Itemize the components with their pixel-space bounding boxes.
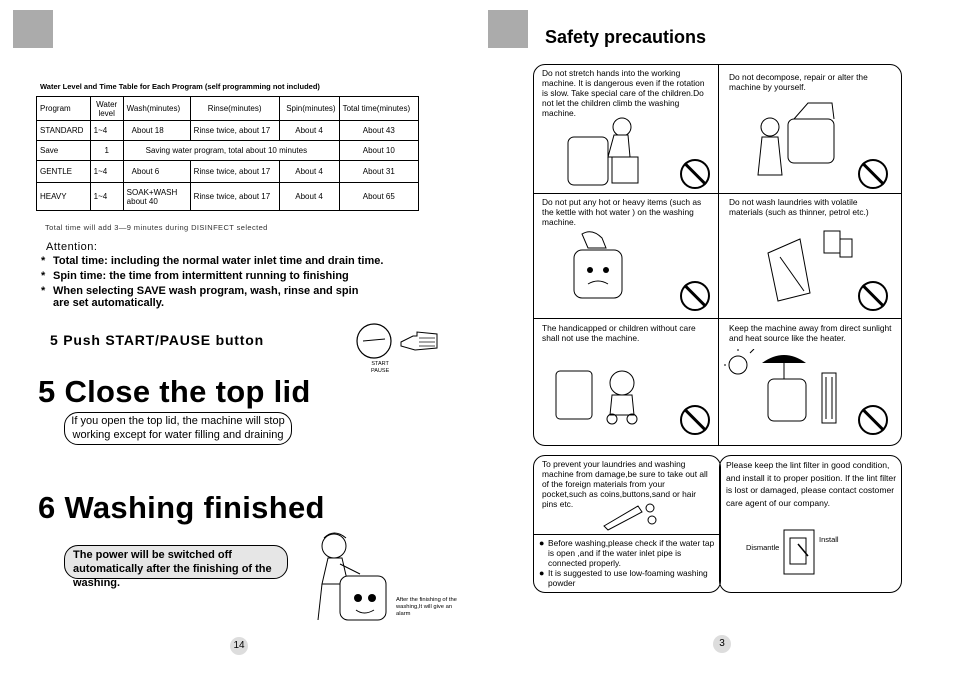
- safety-title: Safety precautions: [545, 27, 707, 47]
- table-cell: About 4: [279, 183, 339, 211]
- lint-filter-panel: [719, 455, 902, 593]
- man-head-icon: [761, 118, 779, 136]
- dismantle-label: Dismantle: [746, 543, 780, 552]
- pocket-text: To prevent your laundries and washing machine from damage,be sure to take out all of the foreign materials from your pocket,such as coins,buttons,sand or hair pins etc.: [542, 459, 708, 509]
- table-header: Spin(minutes): [279, 97, 339, 121]
- table-cell: Rinse twice, about 17: [190, 161, 279, 183]
- alarm-note: After the finishing of the washing,It will give an alarm: [396, 597, 457, 617]
- kettle-icon: [582, 232, 606, 248]
- table-header: Program: [37, 97, 91, 121]
- start-pause-illustration: [355, 322, 445, 378]
- precaution-text: The handicapped or children without care shall not use the machine.: [542, 323, 696, 343]
- table-cell: 1~4: [90, 161, 123, 183]
- prohibited-icon: [680, 159, 710, 189]
- coin-icon: [646, 504, 654, 512]
- bullet-dot: ●: [539, 568, 545, 578]
- foreign-objects-illustration: [602, 500, 662, 532]
- sunlight-heater-illustration: [724, 349, 848, 425]
- handicapped-children-illustration: [554, 365, 640, 425]
- laundry-solvent-illustration: [760, 223, 856, 303]
- button-icon: [648, 516, 656, 524]
- attention-item: [41, 255, 411, 267]
- table-cell: Rinse twice, about 17: [190, 121, 279, 141]
- table-cell: About 18: [123, 121, 190, 141]
- table-header: Total time(minutes): [339, 97, 418, 121]
- washer-icon: [568, 137, 608, 185]
- precaution-text: Do not decompose, repair or alter the machine by yourself.: [729, 72, 868, 92]
- kettle-on-washer-illustration: [568, 230, 638, 302]
- child-head-icon: [610, 371, 634, 395]
- washer-icon: [574, 250, 622, 298]
- table-cell: SOAK+WASH about 40: [123, 183, 190, 211]
- table-header-row: [37, 97, 419, 121]
- start-label: START: [371, 361, 389, 367]
- page-number-left: 14: [230, 637, 248, 655]
- table-cell: About 31: [339, 161, 418, 183]
- attention-item: [41, 270, 411, 282]
- attention-text: Total time: including the normal water inlet time and drain time.: [53, 255, 384, 267]
- prohibited-icon: [858, 281, 888, 311]
- bullet-item: [539, 568, 715, 588]
- table-row: [37, 121, 419, 141]
- bottle-icon: [840, 239, 852, 257]
- attention-text: Spin time: the time from intermittent running to finishing: [53, 270, 349, 282]
- program-table: [36, 96, 419, 211]
- attention-item: [41, 285, 371, 309]
- table-cell: About 65: [339, 183, 418, 211]
- table-cell: STANDARD: [37, 121, 91, 141]
- prohibited-icon: [858, 159, 888, 189]
- precaution-text: Do not put any hot or heavy items (such as the kettle with hot water ) on the washing machine.: [542, 197, 702, 227]
- bottle-icon: [824, 231, 840, 253]
- attention-list: [41, 255, 411, 309]
- filter-icon: [784, 530, 814, 574]
- install-label: Install: [819, 535, 839, 544]
- washing-finished-heading: 6 Washing finished: [38, 490, 325, 525]
- table-cell: 1~4: [90, 121, 123, 141]
- table-cell: GENTLE: [37, 161, 91, 183]
- corner-tab-right: [488, 10, 528, 48]
- sun-icon: [729, 356, 747, 374]
- star-bullet: *: [41, 285, 46, 297]
- pause-label: PAUSE: [371, 368, 390, 374]
- close-lid-note: If you open the top lid, the machine will stop working except for water filling and draining: [64, 412, 292, 445]
- washer-icon: [556, 371, 592, 419]
- table-row: [37, 183, 419, 211]
- attention-title: Attention:: [46, 241, 98, 253]
- star-bullet: *: [41, 255, 46, 267]
- prohibited-icon: [858, 405, 888, 435]
- table-cell: Save: [37, 141, 91, 161]
- table-cell: 1: [90, 141, 123, 161]
- table-cell: Saving water program, total about 10 minutes: [123, 141, 339, 161]
- safety-panel: [533, 64, 902, 446]
- table-header: Rinse(minutes): [190, 97, 279, 121]
- table-cell: 1~4: [90, 183, 123, 211]
- child-head-icon: [613, 118, 631, 136]
- panel-divider-v: [718, 65, 719, 445]
- heater-icon: [822, 373, 836, 423]
- washer-icon: [768, 379, 806, 421]
- child-climbing-illustration: [564, 113, 644, 189]
- washer-icon: [788, 119, 834, 163]
- page-number-right: 3: [713, 635, 731, 653]
- bullet-dot: ●: [539, 538, 545, 548]
- lint-filter-illustration: [780, 526, 820, 578]
- star-bullet: *: [41, 270, 46, 282]
- table-header: Wash(minutes): [123, 97, 190, 121]
- prohibited-icon: [680, 281, 710, 311]
- table-cell: Rinse twice, about 17: [190, 183, 279, 211]
- stool-icon: [612, 157, 638, 183]
- corner-tab-left: [13, 10, 53, 48]
- man-repair-illustration: [748, 95, 838, 187]
- start-pause-label: [371, 361, 389, 375]
- table-cell: About 4: [279, 161, 339, 183]
- panel-divider-h: [534, 193, 901, 194]
- start-pause-button-icon: [357, 324, 391, 358]
- table-row: [37, 161, 419, 183]
- table-cell: About 6: [123, 161, 190, 183]
- panel-divider-h: [534, 534, 720, 535]
- disinfect-note: Total time will add 3—9 minutes during DISINFECT selected: [45, 223, 268, 232]
- prohibited-icon: [680, 405, 710, 435]
- precaution-text: Keep the machine away from direct sunlight and heat source like the heater.: [729, 323, 892, 343]
- pocket-panel: [533, 455, 721, 593]
- precaution-text: Do not stretch hands into the working machine. It is dangerous even if the rotation is slow. Take special care of the children.Do not let the children climb the washing machine.: [542, 68, 705, 118]
- table-row: [37, 141, 419, 161]
- table-title: Water Level and Time Table for Each Program (self programming not included): [40, 82, 320, 91]
- attention-text: When selecting SAVE wash program, wash, rinse and spin are set automatically.: [53, 285, 359, 309]
- table-cell: About 10: [339, 141, 418, 161]
- table-cell: HEAVY: [37, 183, 91, 211]
- table-header: Water level: [90, 97, 123, 121]
- table-cell: About 43: [339, 121, 418, 141]
- lint-filter-text: Please keep the lint filter in good condition, and install it to proper position. If the lint filter is lost or damaged, please contact costomer care agent of our company.: [726, 460, 897, 508]
- woman-washer-illustration: [300, 528, 396, 624]
- precaution-text: Do not wash laundries with volatile materials (such as thinner, petrol etc.): [729, 197, 869, 217]
- push-start-heading: 5 Push START/PAUSE button: [50, 332, 264, 348]
- bullet-text: Before washing,please check if the water tap is open ,and if the water inlet pipe is connected properly.: [548, 538, 715, 568]
- panel-divider-h: [534, 318, 901, 319]
- bullet-item: [539, 538, 715, 568]
- pin-icon: [604, 506, 642, 530]
- close-lid-heading: 5 Close the top lid: [38, 374, 311, 409]
- pointing-hand-icon: [401, 332, 437, 350]
- woman-head-icon: [322, 534, 346, 558]
- bullet-text: It is suggested to use low-foaming washing powder: [548, 568, 708, 588]
- table-cell: About 4: [279, 121, 339, 141]
- finished-note: The power will be switched off automatically after the finishing of the washing.: [64, 545, 288, 579]
